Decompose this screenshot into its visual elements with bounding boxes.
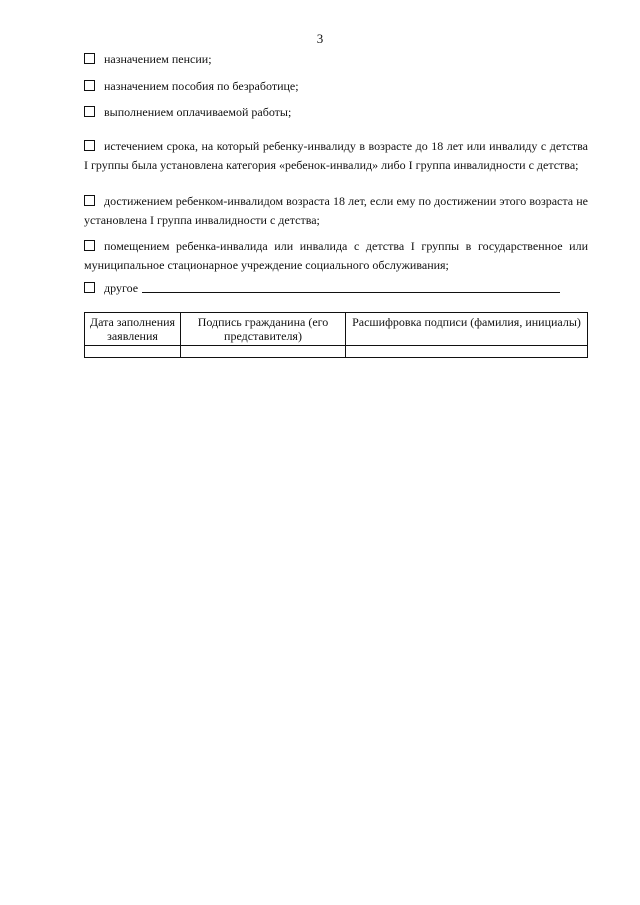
checkbox-paid-work[interactable] <box>84 106 95 117</box>
option-pension <box>84 50 588 69</box>
checkbox-age-18[interactable] <box>84 195 95 206</box>
option-term-expiry-label: истечением срока, на который ребенку-инвалиду в возрасте до 18 лет или инвалиду с детства I группы была установлена категория «ребенок-инвалид» либо I группа инвалидности с детства; <box>84 139 588 172</box>
signature-table <box>84 312 588 358</box>
option-institution <box>84 237 588 275</box>
option-paid-work <box>84 103 588 122</box>
option-age-18 <box>84 192 588 230</box>
cell-signature[interactable] <box>181 346 346 358</box>
option-unemployment-benefit <box>84 77 588 96</box>
option-other-label: другое <box>104 281 139 295</box>
header-signature: Подпись гражданина (его представителя) <box>181 313 346 346</box>
option-paid-work-label: выполнением оплачиваемой работы; <box>104 105 292 119</box>
option-unemployment-benefit-label: назначением пособия по безработице; <box>104 79 299 93</box>
option-term-expiry <box>84 137 588 175</box>
checkbox-unemployment-benefit[interactable] <box>84 80 95 91</box>
signature-table-row <box>85 346 588 358</box>
checkbox-pension[interactable] <box>84 53 95 64</box>
option-institution-label: помещением ребенка-инвалида или инвалида с детства I группы в государственное или муниципальное стационарное учреждение социального обслуживания; <box>84 239 588 272</box>
page-number: 3 <box>316 31 324 46</box>
other-input-line[interactable] <box>142 280 560 293</box>
checkbox-term-expiry[interactable] <box>84 140 95 151</box>
option-other <box>84 279 588 298</box>
signature-table-header <box>85 313 588 346</box>
header-date: Дата заполнения заявления <box>85 313 181 346</box>
checkbox-institution[interactable] <box>84 240 95 251</box>
option-pension-label: назначением пенсии; <box>104 52 212 66</box>
option-age-18-label: достижением ребенком-инвалидом возраста 18 лет, если ему по достижении этого возраста не установлена I группа инвалидности с детства; <box>84 194 588 227</box>
cell-date[interactable] <box>85 346 181 358</box>
checkbox-other[interactable] <box>84 282 95 293</box>
cell-signature-decryption[interactable] <box>346 346 588 358</box>
header-signature-decryption: Расшифровка подписи (фамилия, инициалы) <box>346 313 588 346</box>
